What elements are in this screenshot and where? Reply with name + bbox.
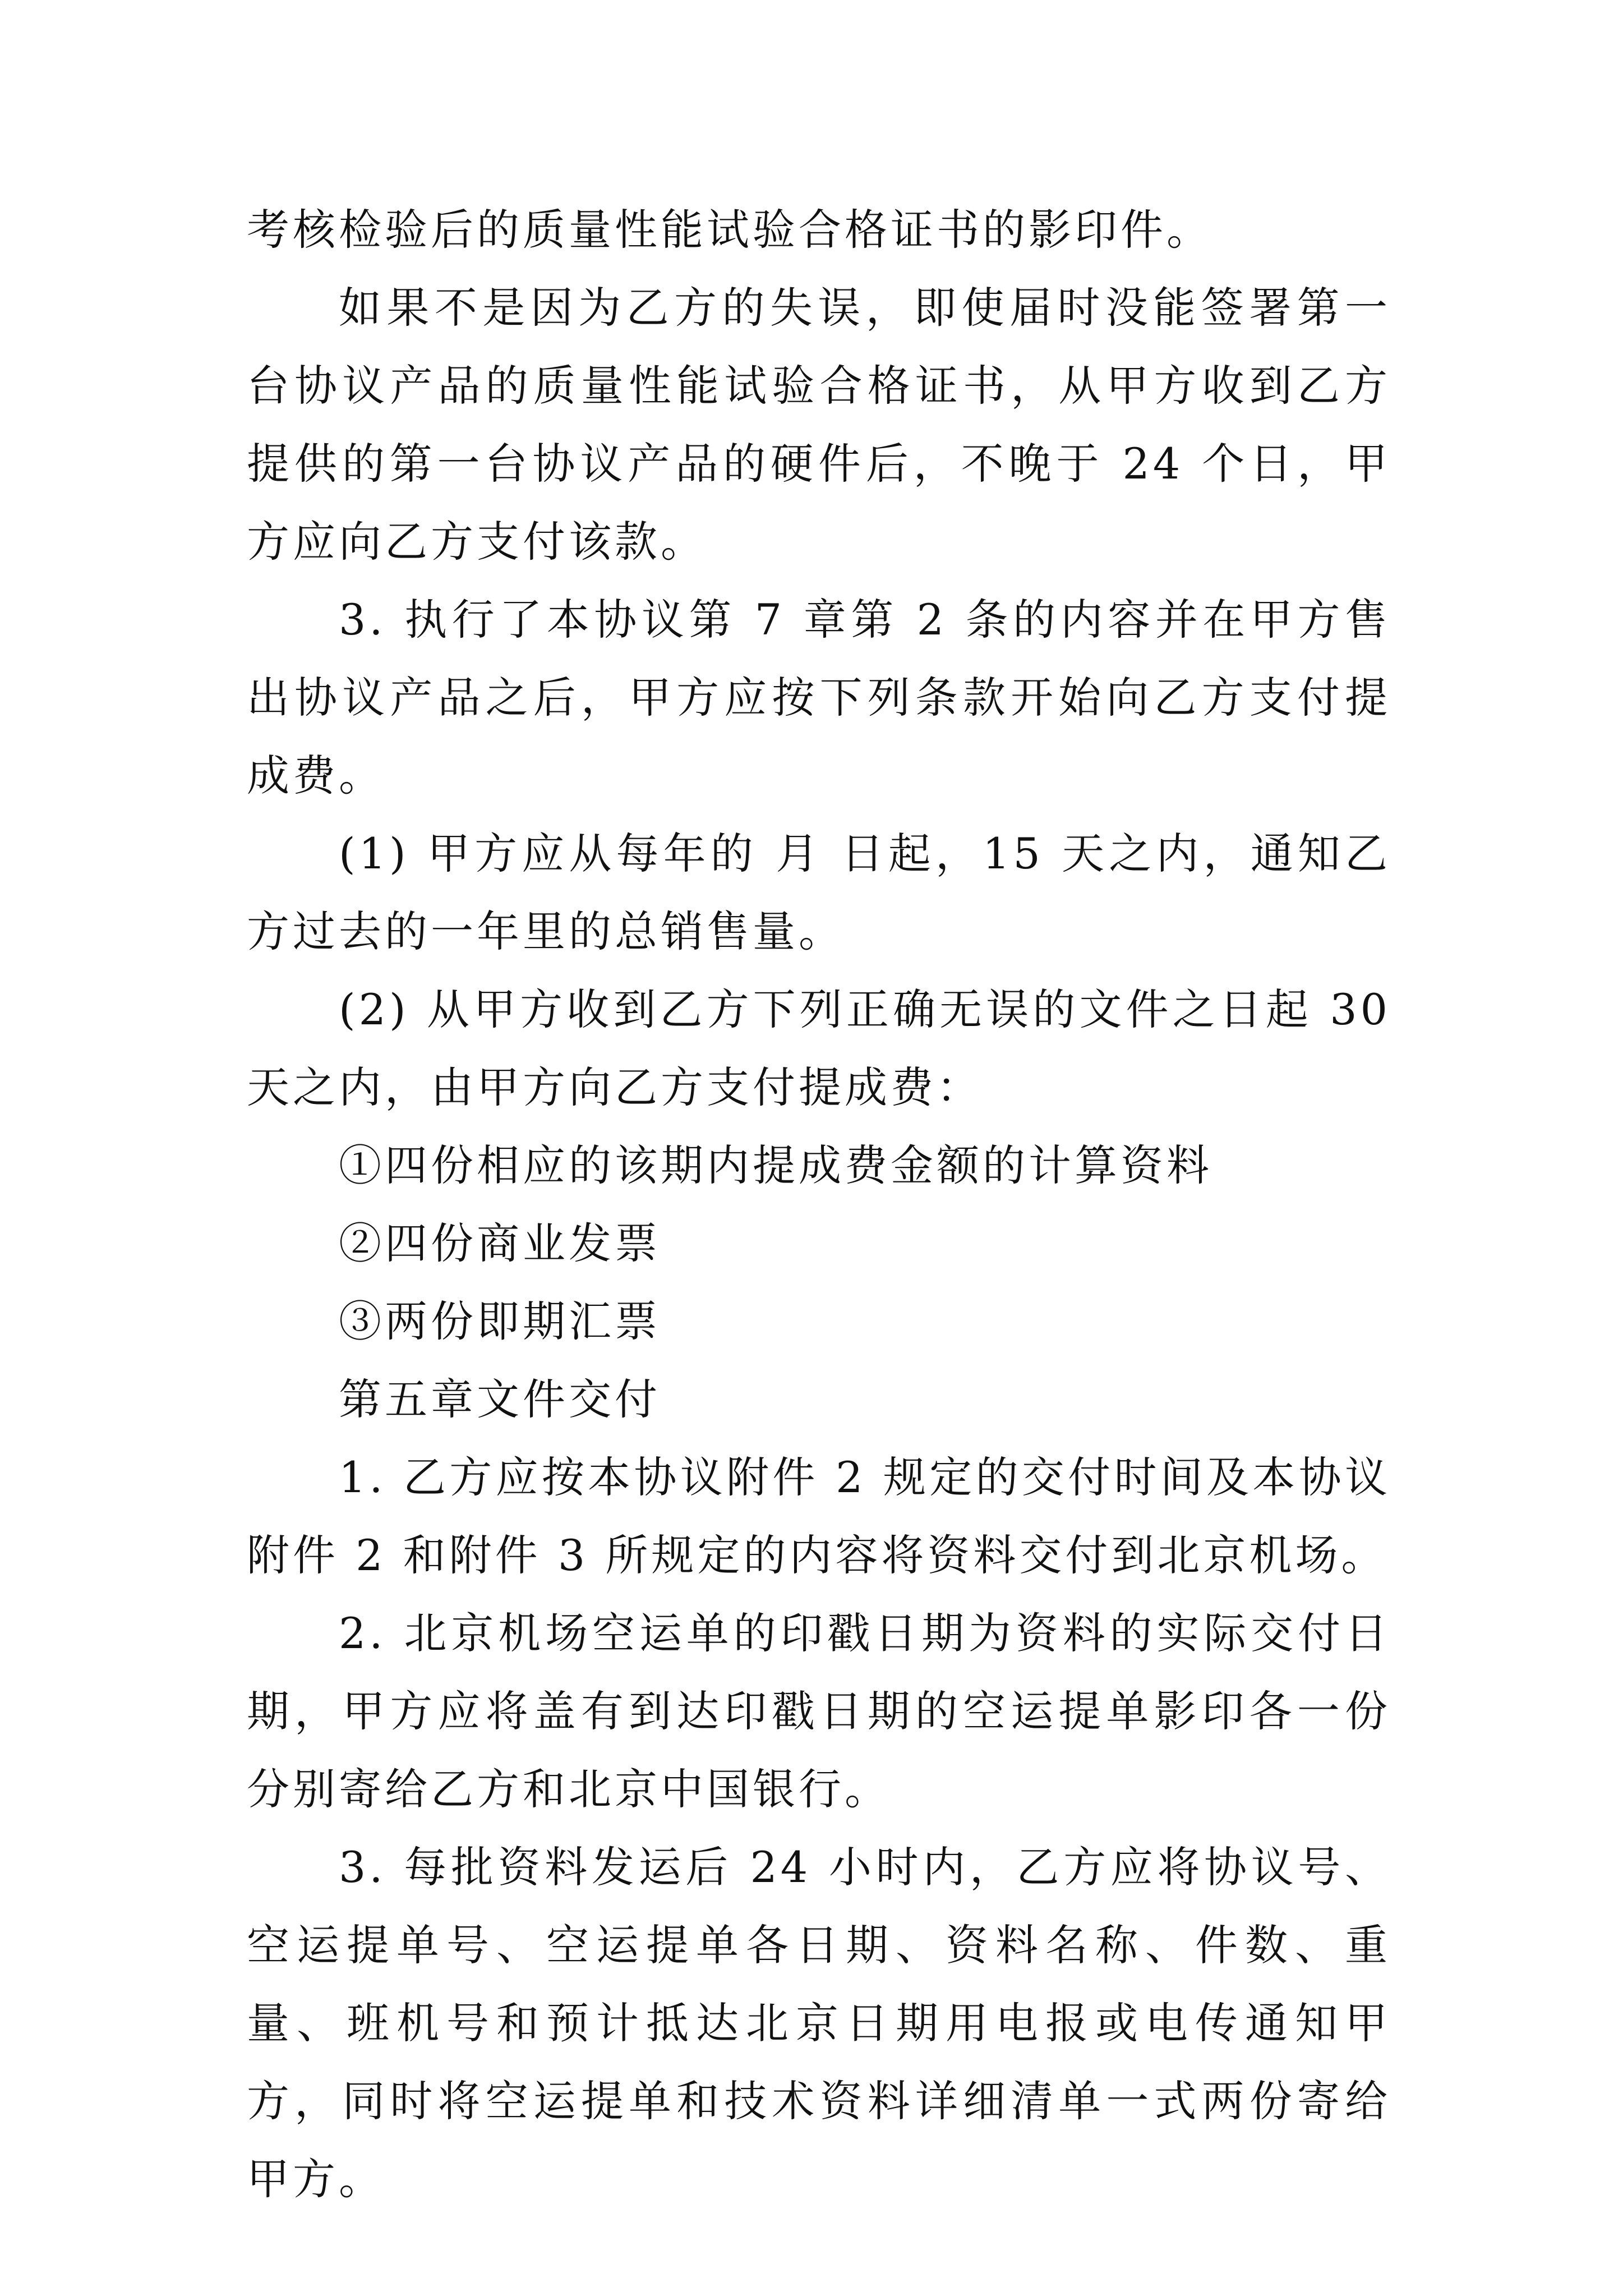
paragraph-3: 3. 执行了本协议第 7 章第 2 条的内容并在甲方售出协议产品之后，甲方应按下列条款开始向乙方支付提成费。 <box>247 595 1391 800</box>
list-item-1: ①四份相应的该期内提成费金额的计算资料 <box>339 1140 1212 1190</box>
chapter-heading: 第五章文件交付 <box>339 1374 661 1424</box>
paragraph-1: 考核检验后的质量性能试验合格证书的影印件。 <box>247 205 1212 255</box>
paragraph-7: 2. 北京机场空运单的印戳日期为资料的实际交付日期，甲方应将盖有到达印戳日期的空运提单影印各一份分别寄给乙方和北京中国银行。 <box>247 1608 1391 1814</box>
paragraph-4: (1) 甲方应从每年的 月 日起，15 天之内，通知乙方过去的一年里的总销售量。 <box>247 829 1391 956</box>
list-item-3: ③两份即期汇票 <box>339 1296 661 1346</box>
paragraph-5: (2) 从甲方收到乙方下列正确无误的文件之日起 30 天之内，由甲方向乙方支付提成费： <box>247 984 1391 1112</box>
list-item-2: ②四份商业发票 <box>339 1218 661 1268</box>
paragraph-6: 1. 乙方应按本协议附件 2 规定的交付时间及本协议附件 2 和附件 3 所规定的内容将资料交付到北京机场。 <box>247 1452 1391 1580</box>
paragraph-8: 3. 每批资料发运后 24 小时内，乙方应将协议号、空运提单号、空运提单各日期、资料名称、件数、重量、班机号和预计抵达北京日期用电报或电传通知甲方，同时将空运提单和技术资料详细清单一式两份寄给甲方。 <box>247 1842 1391 2204</box>
document-body <box>247 191 1391 2218</box>
paragraph-2: 如果不是因为乙方的失误，即使届时没能签署第一台协议产品的质量性能试验合格证书，从甲方收到乙方提供的第一台协议产品的硬件后，不晚于 24 个日，甲方应向乙方支付该款。 <box>247 283 1391 567</box>
